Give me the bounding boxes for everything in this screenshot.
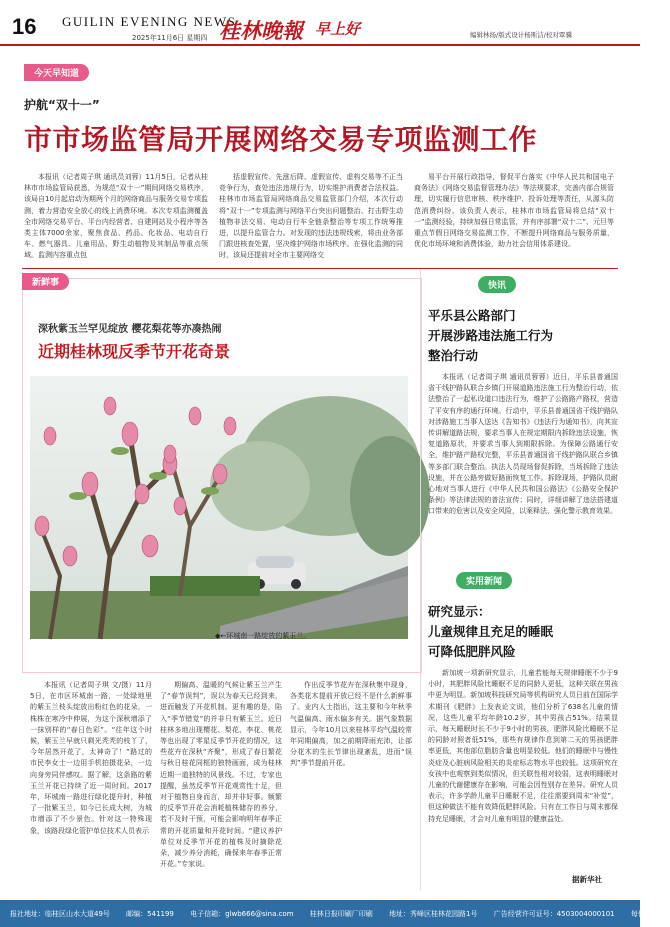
magnolia-illustration [30, 376, 408, 639]
editors-credit: 编辑林扬/版式设计杨斯洁/校对覃骥 [470, 31, 572, 39]
lead-column-3: 易平台开展行政指导，督促平台落实《中华人民共和国电子商务法》《网络交易监督管理办法》等法规要求，完善内部合规管理，切实履行信息审核、秩序维护、投诉处理等责任，从源头防范消费纠纷。该负责人表示，桂林市市场监管局将总结“双十一”监测经验，持续加强日常监管，并有序部署“双十二”、元旦等重点节假日网络交易监测工作，不断提升网络商品与服务质量，优化市场环境和消费体验，助力社会信用体系建设。 [414, 173, 614, 249]
footer-email: 电子信箱：glwb666@sina.com [190, 910, 294, 918]
footer-bar [0, 900, 657, 927]
practical-title [428, 602, 553, 662]
issue-date: 2025年11月6日 星期四 [132, 34, 208, 42]
feature-column-1: 本报讯（记者周子琪 文/摄）11月5日，在市区环城南一路，一处绿地里的紫玉兰枝头绽放出粉红色的花朵，一株株在寒冷中伸展，为这个深秋增添了一抹别样的“春日色彩”。“往年这个时候，紫玉兰早就只剩光秃秃的枝丫了，今年居然开花了，太神奇了！”路过的市民李女士一边用手机拍摄花朵，一边向身旁同伴感叹。据了解，这条路的紫玉兰开花已持续了近一周时间。2017年，环城南一路进行绿化提升时，种植了一批紫玉兰，如今已长成大树，为城市增添了不少景色。针对这一特殊现象，该路段绿化管护单位技术人员表示 [30, 681, 152, 835]
photo-caption: ◆←环城南一路绽放的紫玉兰。 [215, 632, 311, 640]
feature-column-2: 期偏高、温暖的气候让紫玉兰产生了“春节误判”，误以为春天已经到来，进而触发了开花机制。更有趣的是，陷入“季节错觉”的并非只有紫玉兰。近日桂林多地出现樱花、梨花、李花、桃花等也出现了零星反季节开花的情况，这些花卉在深秋“齐聚”，形成了春日繁花与秋日桂花同框的独特画面，成为桂林近期一道独特的风景线。不过，专家也提醒，虽然反季节开花观赏性十足，但对于植物自身而言，却并非好事。频繁的反季节开花会消耗植株储存的养分，若不及时干预，可能会影响明年春季正常的开花质量和开花时间。“建议养护单位对反季节开花的植株及时摘除花朵，减少养分消耗，确保来年春季正常开花。”专家说。 [160, 681, 282, 869]
page-number: 16 [12, 14, 37, 39]
practical-title-line-3: 可降低肥胖风险 [428, 644, 516, 659]
footer-printer-address: 地址：秀峰区桂林花园路1号 [389, 910, 478, 918]
column-tag-practical: 实用新闻 [456, 572, 512, 589]
feature-title: 近期桂林现反季节开花奇景 [38, 342, 231, 361]
express-title [428, 306, 553, 366]
practical-title-line-2: 儿童规律且充足的睡眠 [428, 624, 554, 639]
section-divider [22, 268, 618, 269]
lead-headline: 市市场监管局开展网络交易专项监测工作 [24, 123, 538, 156]
practical-body: 新加坡一项新研究显示，儿童若能每天规律睡眠不少于9小时，其肥胖风险比睡眠不足的同龄人更低，这种关联在男孩中更为明显。新加坡科技研究局等机构研究人员日前在国际学术期刊《肥胖》上发表论文说，他们分析了638名儿童的情况，这些儿童平均年龄10.2岁，其中男孩占51%。结果显示，每天睡眠时长不少于9小时的男孩，肥胖风险比睡眠不足的同龄对照者低51%，那些有规律作息到第二天的男孩肥胖率更低，其他部位脂肪含量也明显较低。他们的睡眠中与慢性炎症及心脏病风险相关的炎症标志物水平也较低。这项研究在女孩中也观察到类似情况，但关联性相对较弱，这表明睡眠对儿童的代谢健康存在影响，可能会因性别存在差异。研究人员表示，许多学龄儿童平日睡眠不足，往往需要到周末“补觉”，但这种做法不能有效降低肥胖风险。只有在工作日与周末都保持充足睡眠，才会对儿童有明显的健康益处。 [428, 669, 618, 823]
magnolia-photo [30, 376, 408, 639]
lead-column-1: 本报讯（记者周子琪 通讯员刘蓉）11月5日，记者从桂林市市场监管局获悉，为规范“双十一”期间网络交易秩序，该局自10月起启动为期两个月的网络商品与服务交易专项监测，着力营造安全放心的线上消费环境。本次专项监测覆盖全市网络交易平台、平台内经营者、自建网站及小程序等各类主体7000余家，聚焦食品、药品、化妆品、电动自行车、燃气器具、儿童用品、野生动植物及其制品等重点领域。监测内容重点包 [24, 173, 208, 260]
express-title-line-2: 开展涉路违法施工行为 [428, 328, 554, 343]
section-title: 早上好 [315, 20, 361, 38]
lead-kicker: 护航“双十一” [24, 98, 100, 112]
caption-marker-icon: ◆← [215, 632, 227, 640]
footer-printer: 桂林日报印刷厂印刷 [309, 910, 373, 918]
footer-postcode: 邮编：541199 [126, 910, 174, 918]
paper-logo: 桂林晚報 [219, 18, 303, 43]
column-tag-express: 快讯 [478, 276, 516, 293]
column-tag-fresh: 新鲜事 [22, 273, 69, 290]
feature-column-3: 作出反季节花卉在深秋集中现身，各类花木提前开放已经不是什么新鲜事了。业内人士指出，这主要和今年秋季气温偏高、雨水偏多有关。据气象数据显示，今年10月以来桂林平均气温较常年同期偏高，加之前期降雨充沛，让部分花木的生长节律出现紊乱，进而“误判”季节提前开花。 [290, 681, 412, 768]
practical-source: 据新华社 [572, 875, 602, 884]
paper-name-en: GUILIN EVENING NEWS [62, 14, 237, 29]
lead-column-2: 括虚假宣传、先涨后降、虚假宣传、虚构交易等不正当竞争行为，查处违法违规行为，切实维护消费者合法权益。桂林市市场监管局网络商品交易监管部门介绍，本次行动将“双十一”专项监测与网络平台突出问题整治、打击野生动植物非法交易、电动自行车全链条整治等专项工作统筹推进，以提升监管合力。对发现的违法违规线索，将由业务部门跟进核查处置，坚决维护网络市场秩序。在强化监测的同时，该局还提前对全市主要网络交 [219, 173, 403, 260]
practical-title-line-1: 研究显示： [428, 604, 491, 619]
footer-address: 报社地址：临桂区山水大道49号 [10, 910, 110, 918]
footer-license: 广告经营许可证号：4503004000101 [493, 910, 615, 918]
express-title-line-3: 整治行动 [428, 348, 479, 363]
column-tag-today: 今天早知道 [24, 64, 89, 81]
feature-deck: 深秋紫玉兰罕见绽放 樱花梨花等亦凑热闹 [38, 324, 222, 335]
express-body: 本报讯（记者周子琪 通讯员蓉蓉）近日，平乐县普通国省干线护路队联合乡镇门开展道路违法施工行为整治行动，依法整治了一起私设道口违法行为，维护了公路路产路权，营造了平安有序的通行环境。行动中，平乐县普通国省干线护路队对涉路施工当事人送达《告知书》《违法行为通知书》，向其宣传讲解道路法规，要求当事人在规定期限内拆除违法设施，恢复道路原状，并要求当事人到期限拆除。为保障公路通行安全，维护路产路权完整，平乐县普通国省干线护路队联合乡镇等多部门联合整治。执法人员现场督促拆除，当场拆除了违法设施，并在公路旁做好路面恢复工作。拆除现场，护路队员耐心地对当事人进行《中华人民共和国公路法》《公路安全保护条例》等法律法规的普法宣传；同时，详细讲解了违法搭建道口带来的危害以及安全风险，以案释法，强化警示教育效果。 [428, 373, 618, 516]
footer-price: 每份1元 [630, 910, 657, 918]
column-divider [420, 270, 421, 890]
header-rule [0, 44, 640, 46]
express-title-line-1: 平乐县公路部门 [428, 308, 516, 323]
